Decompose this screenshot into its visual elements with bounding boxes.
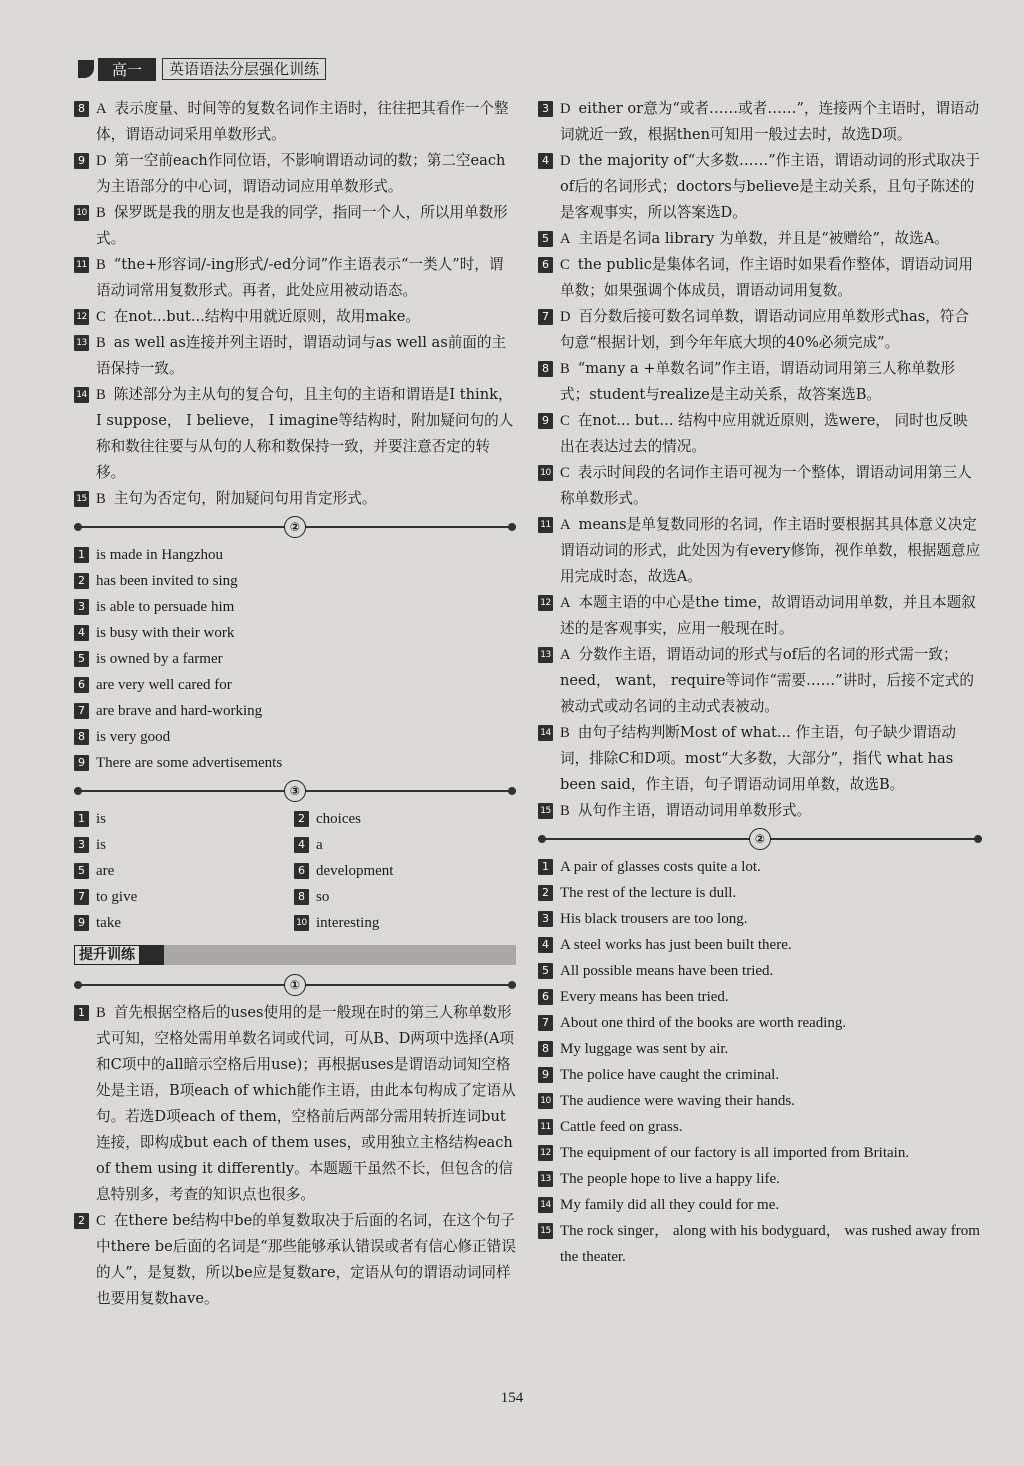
short-answer [74, 858, 294, 884]
question-number-icon: 6 [294, 863, 309, 879]
answer-explanation: 由句子结构判断Most of what... 作主语，句子缺少谓语动词，排除C和D项。most“大多数，大部分”，指代 what has been said，作主语，句子谓语动词用单数，故选B。 [560, 724, 956, 793]
question-number-icon: 15 [538, 1223, 553, 1239]
short-answer [538, 1010, 982, 1036]
question-number-icon: 7 [74, 703, 89, 719]
question-number-icon: 9 [74, 755, 89, 771]
section-bar [74, 944, 516, 966]
question-number-icon: 11 [74, 257, 89, 273]
short-answer-text: His black trousers are too long. [560, 911, 748, 927]
question-number-icon: 12 [538, 1145, 553, 1161]
answer-explanation: 在not... but... 结构中应用就近原则，选were， 同时也反映出在表达过去的情况。 [560, 412, 968, 455]
question-number-icon: 2 [74, 573, 89, 589]
answer-choice: B [560, 361, 570, 377]
answer-item [538, 96, 982, 148]
answer-choice: B [560, 803, 570, 819]
short-answer [538, 854, 982, 880]
answer-choice: A [560, 595, 571, 611]
section-divider-2 [538, 826, 982, 852]
divider-dot-icon [508, 523, 516, 531]
question-number-icon: 1 [74, 547, 89, 563]
short-answer-text: is busy with their work [96, 625, 235, 641]
grade-label: 高一 [98, 58, 156, 81]
short-answer [74, 698, 516, 724]
short-answer-text: The rest of the lecture is dull. [560, 885, 737, 901]
short-answer-text: My family did all they could for me. [560, 1197, 780, 1213]
question-number-icon: 3 [538, 911, 553, 927]
question-number-icon: 1 [538, 859, 553, 875]
question-number-icon: 1 [74, 1005, 89, 1021]
short-answer-text: a [316, 837, 323, 853]
answer-item [538, 460, 982, 512]
divider-dot-icon [508, 981, 516, 989]
short-answer-text: Cattle feed on grass. [560, 1119, 683, 1135]
book-title: 英语语法分层强化训练 [162, 58, 326, 80]
question-number-icon: 4 [294, 837, 309, 853]
question-number-icon: 8 [538, 1041, 553, 1057]
question-number-icon: 2 [74, 1213, 89, 1229]
answer-choice: C [560, 413, 570, 429]
answer-list-top [74, 96, 516, 512]
answer-choice: A [560, 647, 571, 663]
page-header [78, 58, 326, 80]
short-answer [74, 884, 294, 910]
answer-choice: C [96, 1213, 106, 1229]
question-number-icon: 14 [538, 725, 553, 741]
question-number-icon: 13 [538, 647, 553, 663]
short-answer-text: About one third of the books are worth reading. [560, 1015, 847, 1031]
short-answer-text: The rock singer， along with his bodyguard， was rushed away from the theater. [560, 1223, 980, 1265]
answer-choice: B [96, 491, 106, 507]
answer-choice: D [560, 153, 571, 169]
short-answer [538, 932, 982, 958]
short-answer-text: The police have caught the criminal. [560, 1067, 780, 1083]
question-number-icon: 10 [538, 1093, 553, 1109]
question-number-icon: 13 [538, 1171, 553, 1187]
answer-choice: D [96, 153, 107, 169]
answer-choice: B [96, 1005, 106, 1021]
short-answer [538, 1036, 982, 1062]
answer-explanation: as well as连接并列主语时，谓语动词与as well as前面的主语保持一致。 [96, 334, 507, 377]
answer-explanation: 第一空前each作同位语，不影响谓语动词的数；第二空each为主语部分的中心词，谓语动词应用单数形式。 [96, 152, 506, 195]
answer-item [74, 1208, 516, 1312]
section-label: 提升训练 [74, 945, 140, 965]
answer-item [538, 642, 982, 720]
short-answer [74, 832, 294, 858]
short-answer [294, 832, 514, 858]
answer-explanation: 主句为否定句，附加疑问句用肯定形式。 [113, 490, 377, 507]
section-number: ① [284, 974, 306, 996]
answer-choice: D [560, 101, 571, 117]
answer-explanation: “the+形容词/-ing形式/-ed分词”作主语表示“一类人”时，谓语动词常用复数形式。再者，此处应用被动语态。 [96, 256, 504, 299]
question-number-icon: 11 [538, 1119, 553, 1135]
answer-item [538, 252, 982, 304]
answer-explanation: “many a +单数名词”作主语，谓语动词用第三人称单数形式；student与realize是主动关系，故答案选B。 [560, 360, 955, 403]
answer-choice: A [96, 101, 107, 117]
section-divider-3 [74, 778, 516, 804]
short-answer [538, 1114, 982, 1140]
short-answer [538, 1088, 982, 1114]
answer-explanation: 首先根据空格后的uses使用的是一般现在时的第三人称单数形式可知，空格处需用单数名词或代词，可从B、D两项中选择(A项和C项中的all暗示空格后用use)；再根据uses是谓语动词知空格处是主语，B项each of which能作主语，由此本句构成了定语从句。若选D项each of them，空格前后两部分需用转折连词but连接，即构成but each of them uses，或用独立主格结构each of them using it differently。本题题干虽然不长，但包含的信息特别多，考查的知识点也很多。 [96, 1004, 516, 1203]
short-answer-text: My luggage was sent by air. [560, 1041, 729, 1057]
short-answer [74, 542, 516, 568]
answer-choice: D [560, 309, 571, 325]
question-number-icon: 12 [74, 309, 89, 325]
section-number: ③ [284, 780, 306, 802]
right-column [538, 96, 982, 1270]
question-number-icon: 10 [74, 205, 89, 221]
question-number-icon: 13 [74, 335, 89, 351]
question-number-icon: 9 [74, 153, 89, 169]
question-number-icon: 10 [538, 465, 553, 481]
answer-item [538, 720, 982, 798]
short-answer [294, 806, 514, 832]
short-answer-text: is made in Hangzhou [96, 547, 224, 563]
answer-item [538, 356, 982, 408]
question-number-icon: 2 [538, 885, 553, 901]
short-answer [538, 1140, 982, 1166]
answer-item [74, 330, 516, 382]
page-number: 154 [500, 1390, 524, 1406]
question-number-icon: 3 [538, 101, 553, 117]
short-answer-text: A steel works has just been built there. [560, 937, 792, 953]
question-number-icon: 5 [538, 231, 553, 247]
short-answer-text: development [316, 863, 394, 879]
short-answer [74, 646, 516, 672]
short-answer [74, 724, 516, 750]
left-column [74, 96, 516, 1312]
short-answer [74, 806, 294, 832]
answer-explanation: 主语是名词a library 为单数，并且是“被赠给”，故选A。 [578, 230, 949, 247]
short-answer-text: so [316, 889, 330, 905]
short-answer [294, 884, 514, 910]
answer-explanation: 表示度量、时间等的复数名词作主语时，往往把其看作一个整体，谓语动词采用单数形式。 [96, 100, 509, 143]
short-answer-text: are very well cared for [96, 677, 232, 693]
question-number-icon: 9 [538, 1067, 553, 1083]
short-answer [74, 620, 516, 646]
answer-choice: B [96, 335, 106, 351]
short-answer [294, 910, 514, 936]
question-number-icon: 6 [538, 989, 553, 1005]
answer-explanation: 在there be结构中be的单复数取决于后面的名词，在这个句子中there be后面的名词是“那些能够承认错误或者有信心修正错误的人”，是复数，所以be应是复数are，定语从句的谓语动词同样也要用复数have。 [96, 1212, 516, 1307]
short-answer-text: The people hope to live a happy life. [560, 1171, 780, 1187]
answer-item [538, 798, 982, 824]
question-number-icon: 8 [74, 101, 89, 117]
question-number-icon: 9 [74, 915, 89, 931]
short-answer-text: take [96, 915, 121, 931]
question-number-icon: 6 [74, 677, 89, 693]
answer-choice: B [96, 205, 106, 221]
question-number-icon: 4 [538, 153, 553, 169]
short-answer-text: is able to persuade him [96, 599, 235, 615]
answer-explanation: 陈述部分为主从句的复合句，且主句的主语和谓语是I think， I suppose， I believe， I imagine等结构时，附加疑问句的人称和数往往要与从句的人称和数保持一致，并要注意否定的转移。 [96, 386, 514, 481]
answer-choice: A [560, 231, 571, 247]
short-answer-text: are [96, 863, 115, 879]
question-number-icon: 11 [538, 517, 553, 533]
question-number-icon: 4 [538, 937, 553, 953]
question-number-icon: 14 [538, 1197, 553, 1213]
question-number-icon: 3 [74, 837, 89, 853]
short-answer-text: to give [96, 889, 138, 905]
answer-explanation: the majority of“大多数……”作主语，谓语动词的形式取决于of后的名词形式；doctors与believe是主动关系，且句子陈述的是客观事实，所以答案选D。 [560, 152, 980, 221]
short-answer-text: is owned by a farmer [96, 651, 223, 667]
short-answer-text: A pair of glasses costs quite a lot. [560, 859, 761, 875]
question-number-icon: 3 [74, 599, 89, 615]
question-number-icon: 7 [538, 1015, 553, 1031]
short-answer-text: Every means has been tried. [560, 989, 729, 1005]
answer-item [538, 512, 982, 590]
short-answer [74, 594, 516, 620]
short-answer [74, 910, 294, 936]
answer-choice: B [96, 387, 106, 403]
question-number-icon: 10 [294, 915, 309, 931]
answer-explanation: 百分数后接可数名词单数，谓语动词应用单数形式has，符合句意“根据计划，到今年年底大坝的40%必须完成”。 [560, 308, 969, 351]
question-number-icon: 8 [538, 361, 553, 377]
question-number-icon: 8 [74, 729, 89, 745]
short-answer-text: is [96, 837, 107, 853]
question-number-icon: 4 [74, 625, 89, 641]
answer-explanation: 本题主语的中心是the time，故谓语动词用单数，并且本题叙述的是客观事实，应用一般现在时。 [560, 594, 976, 637]
answer-item [74, 252, 516, 304]
answer-choice: B [96, 257, 106, 273]
answer-item [74, 382, 516, 486]
short-answer [538, 1062, 982, 1088]
question-number-icon: 15 [538, 803, 553, 819]
question-number-icon: 7 [538, 309, 553, 325]
question-number-icon: 14 [74, 387, 89, 403]
answer-choice: C [96, 309, 106, 325]
short-answer [74, 672, 516, 698]
short-answer [538, 1166, 982, 1192]
short-answer [294, 858, 514, 884]
answer-explanation: 在not...but...结构中用就近原则，故用make。 [113, 308, 420, 325]
question-number-icon: 15 [74, 491, 89, 507]
short-answer [538, 906, 982, 932]
section-divider-1 [74, 972, 516, 998]
short-answer-text: are brave and hard-working [96, 703, 263, 719]
answer-item [74, 304, 516, 330]
short-answer [74, 750, 516, 776]
answer-item [74, 486, 516, 512]
answer-list-bottom [74, 1000, 516, 1312]
answer-choice: B [560, 725, 570, 741]
answer-item [74, 148, 516, 200]
short-answer-text: is very good [96, 729, 171, 745]
answer-explanation: 表示时间段的名词作主语可视为一个整体，谓语动词用第三人称单数形式。 [560, 464, 972, 507]
answer-choice: A [560, 517, 571, 533]
answer-item [74, 1000, 516, 1208]
answer-list-right-top [538, 96, 982, 824]
section-number: ② [284, 516, 306, 538]
answer-explanation: either or意为“或者……或者……”，连接两个主语时，谓语动词就近一致，根据then可知用一般过去时，故选D项。 [560, 100, 980, 143]
question-number-icon: 1 [74, 811, 89, 827]
question-number-icon: 5 [538, 963, 553, 979]
question-number-icon: 5 [74, 651, 89, 667]
answer-explanation: the public是集体名词，作主语时如果看作整体，谓语动词用单数；如果强调个体成员，谓语动词用复数。 [560, 256, 973, 299]
answer-explanation: means是单复数同形的名词，作主语时要根据其具体意义决定谓语动词的形式，此处因为有every修饰，视作单数，根据题意应用完成时态，故选A。 [560, 516, 981, 585]
section-number: ② [749, 828, 771, 850]
answer-item [538, 304, 982, 356]
answer-choice: C [560, 465, 570, 481]
answer-item [538, 148, 982, 226]
short-answer [74, 568, 516, 594]
section-divider-2 [74, 514, 516, 540]
short-answer [538, 1192, 982, 1218]
answer-grid-3 [74, 806, 516, 936]
divider-dot-icon [974, 835, 982, 843]
short-answer [538, 1218, 982, 1270]
short-answer-text: The audience were waving their hands. [560, 1093, 795, 1109]
question-number-icon: 2 [294, 811, 309, 827]
short-answer [538, 984, 982, 1010]
short-answer-text: The equipment of our factory is all imported from Britain. [560, 1145, 910, 1161]
short-answer-text: has been invited to sing [96, 573, 238, 589]
book-logo-icon [78, 60, 94, 78]
short-answer-text: interesting [316, 915, 380, 931]
answer-item [538, 590, 982, 642]
short-answer-text: There are some advertisements [96, 755, 283, 771]
answer-item [74, 200, 516, 252]
question-number-icon: 6 [538, 257, 553, 273]
divider-dot-icon [508, 787, 516, 795]
answer-item [538, 226, 982, 252]
short-answer-text: is [96, 811, 107, 827]
answer-choice: C [560, 257, 570, 273]
short-answer [538, 880, 982, 906]
answer-list-right-2 [538, 854, 982, 1270]
answer-explanation: 保罗既是我的朋友也是我的同学，指同一个人，所以用单数形式。 [96, 204, 508, 247]
question-number-icon: 9 [538, 413, 553, 429]
answer-list-2 [74, 542, 516, 776]
question-number-icon: 7 [74, 889, 89, 905]
question-number-icon: 8 [294, 889, 309, 905]
question-number-icon: 12 [538, 595, 553, 611]
answer-explanation: 从句作主语，谓语动词用单数形式。 [577, 802, 812, 819]
short-answer-text: All possible means have been tried. [560, 963, 774, 979]
answer-item [538, 408, 982, 460]
answer-item [74, 96, 516, 148]
short-answer [538, 958, 982, 984]
question-number-icon: 5 [74, 863, 89, 879]
short-answer-text: choices [316, 811, 361, 827]
answer-explanation: 分数作主语，谓语动词的形式与of后的名词的形式需一致；need， want， require等词作“需要……”讲时，后接不定式的被动式或动名词的主动式表被动。 [560, 646, 974, 715]
